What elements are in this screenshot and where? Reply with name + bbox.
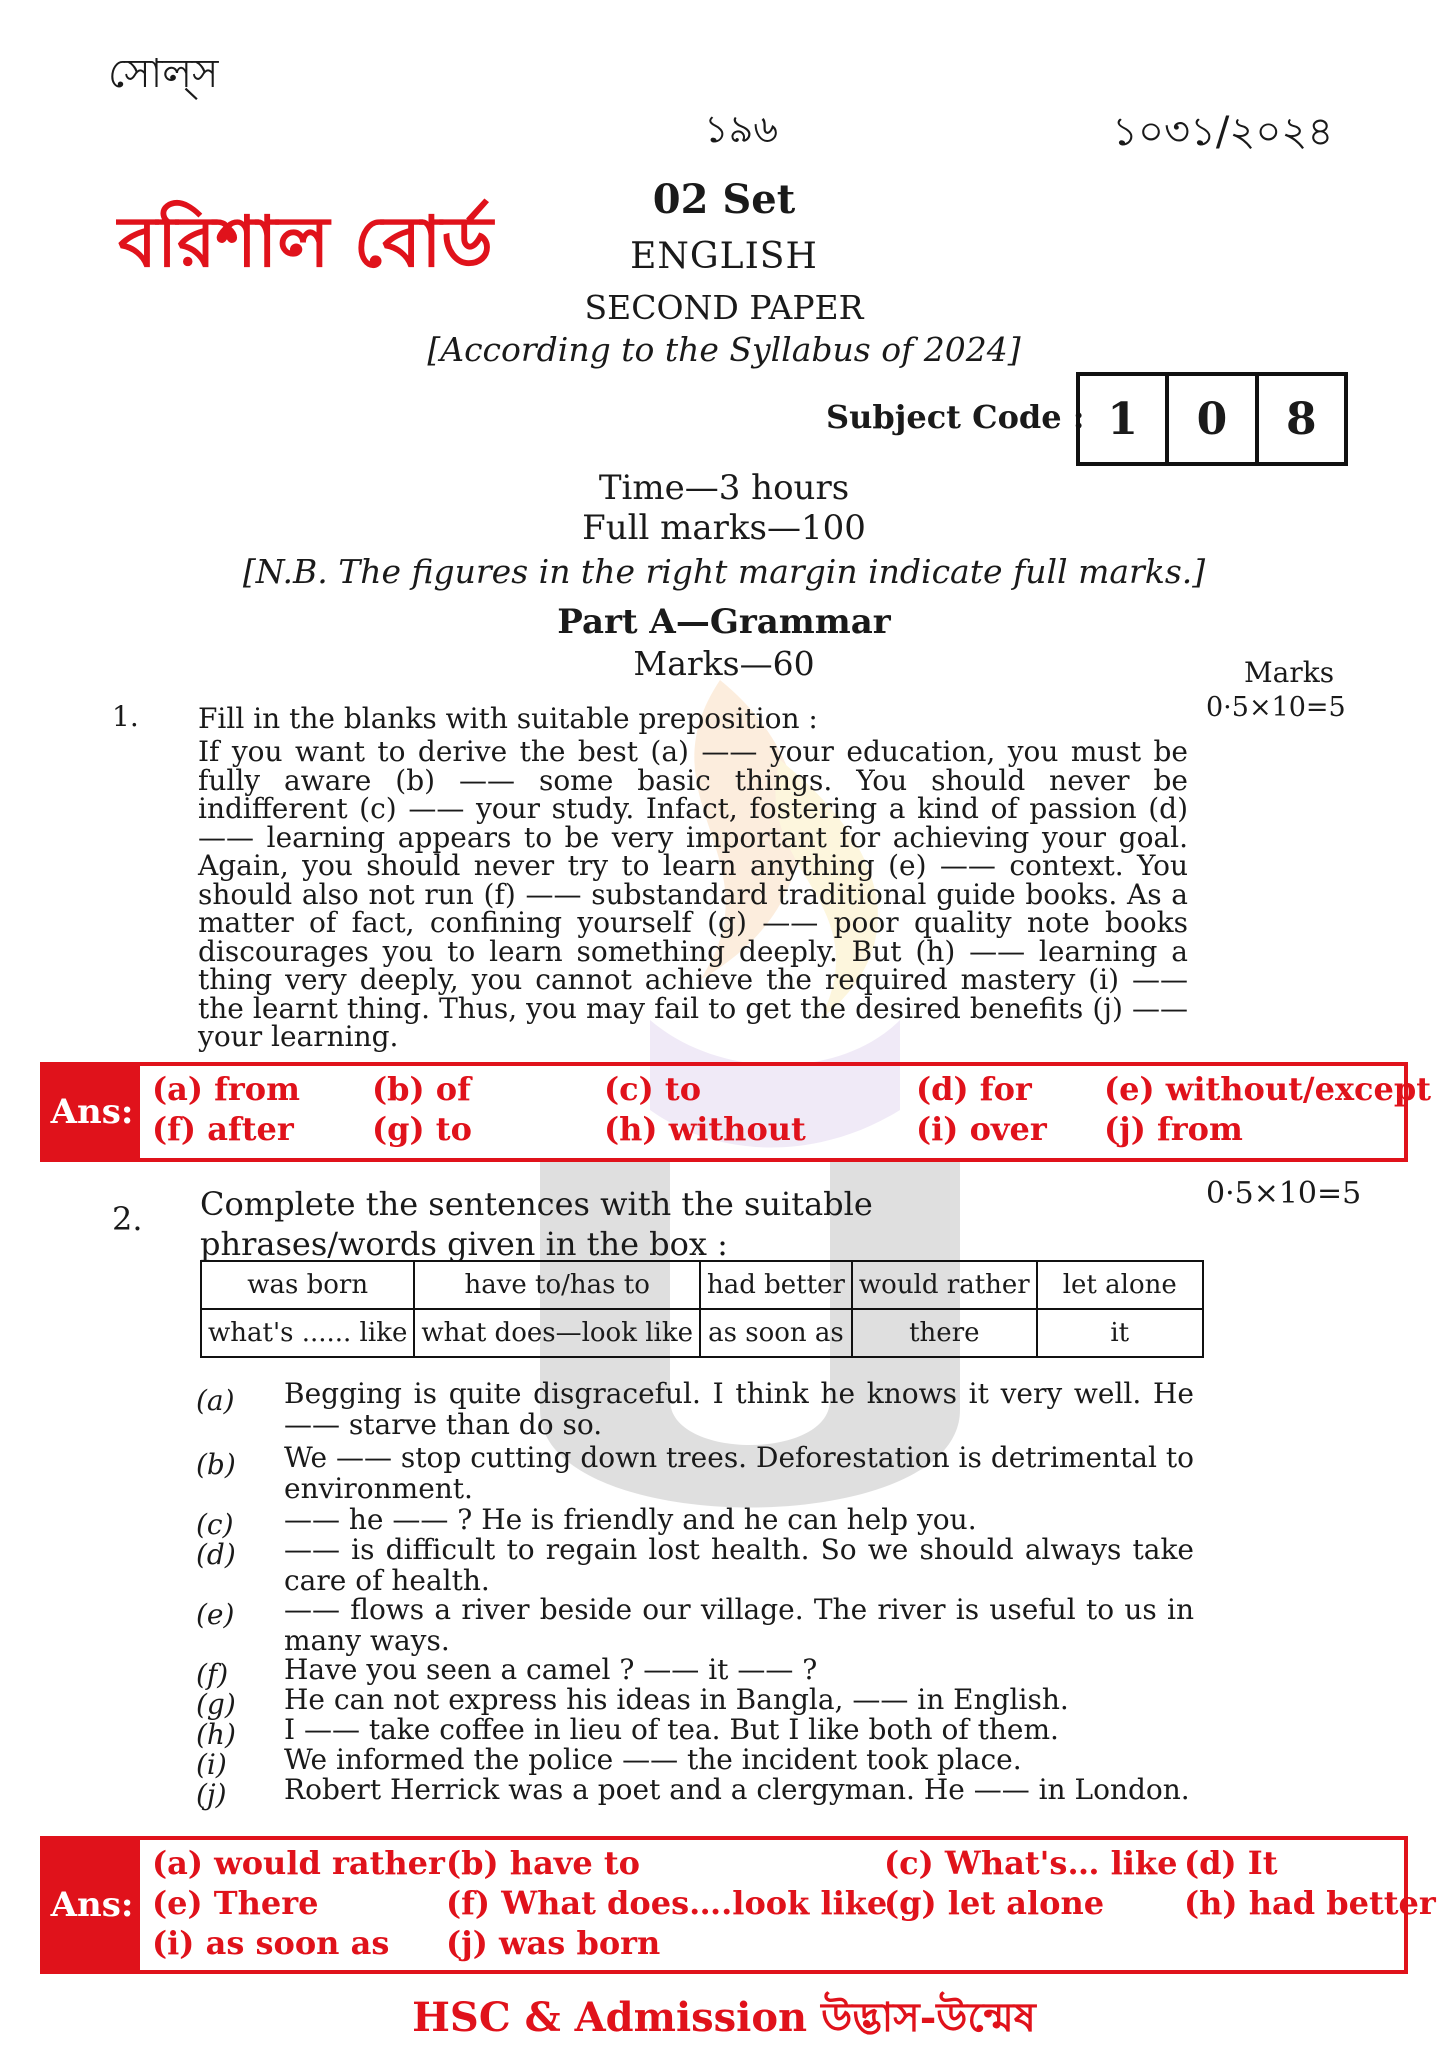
- phrase-cell: have to/has to: [414, 1261, 700, 1309]
- q2-item-text: —— is difficult to regain lost health. So we should always take care of health.: [284, 1533, 1194, 1597]
- paper-title: SECOND PAPER: [584, 288, 864, 327]
- q2-answer-box: [40, 1836, 1436, 1974]
- q1-answer: (f) after: [152, 1110, 294, 1148]
- q2-number: 2.: [112, 1200, 143, 1238]
- q2-answer: (g) let alone: [884, 1884, 1105, 1922]
- solution-label: সোল্‌স: [108, 51, 219, 97]
- marks-note: [N.B. The figures in the right margin indicate full marks.]: [242, 552, 1206, 591]
- q2-marks: 0·5×10=5: [1206, 1176, 1362, 1211]
- footer-brand: HSC & Admission উদ্ভাস-উন্মেষ: [412, 1994, 1036, 2041]
- board-name: বরিশাল বোর্ড: [118, 201, 493, 283]
- q2-item-text: We informed the police —— the incident took place.: [284, 1743, 1022, 1776]
- q1-answer: (h) without: [604, 1110, 806, 1148]
- q2-item-text: Have you seen a camel ? —— it —— ?: [284, 1653, 818, 1686]
- subject-code-label: Subject Code :: [826, 398, 1085, 436]
- q1-answer: (g) to: [372, 1110, 472, 1148]
- q1-answer: (i) over: [916, 1110, 1047, 1148]
- q2-item-label: (b): [196, 1448, 236, 1481]
- q2-item-text: He can not express his ideas in Bangla, —— in English.: [284, 1683, 1069, 1716]
- q2-item-label: (a): [196, 1384, 235, 1417]
- phrase-cell: would rather: [852, 1261, 1037, 1309]
- q2-answer: (d) It: [1184, 1844, 1278, 1882]
- q2-item-label: (g): [196, 1688, 236, 1721]
- q1-answer: (e) without/except: [1104, 1070, 1432, 1108]
- phrase-cell: what's ...... like: [201, 1309, 414, 1357]
- subject-code-digit: 1: [1080, 376, 1169, 462]
- q2-item-label: (e): [196, 1598, 235, 1631]
- syllabus-note: [According to the Syllabus of 2024]: [427, 330, 1021, 369]
- q2-item-label: (j): [196, 1778, 227, 1811]
- q1-title: Fill in the blanks with suitable preposition :: [198, 702, 818, 735]
- phrase-box-row: [201, 1261, 1203, 1309]
- q2-title: Complete the sentences with the suitable phrases/words given in the box :: [200, 1185, 873, 1263]
- answer-label: Ans:: [44, 1840, 140, 1970]
- q1-answer-grid: [140, 1066, 1432, 1158]
- q2-answer: (i) as soon as: [152, 1924, 390, 1962]
- q2-answer: (f) What does….look like: [446, 1884, 888, 1922]
- full-marks: Full marks—100: [582, 508, 866, 548]
- answer-label: Ans:: [44, 1066, 140, 1158]
- q2-item-label: (d): [196, 1538, 236, 1571]
- q2-item-text: Robert Herrick was a poet and a clergyman. He —— in London.: [284, 1773, 1190, 1806]
- q1-answer: (c) to: [604, 1070, 702, 1108]
- q1-answer: (b) of: [372, 1070, 471, 1108]
- q2-answer: (h) had better: [1184, 1884, 1436, 1922]
- q1-answer: (a) from: [152, 1070, 300, 1108]
- q1-answer: (d) for: [916, 1070, 1032, 1108]
- q1-number: 1.: [112, 700, 139, 733]
- phrase-cell: had better: [700, 1261, 852, 1309]
- phrase-cell: there: [852, 1309, 1037, 1357]
- q2-item-text: —— he —— ? He is friendly and he can help you.: [284, 1503, 977, 1536]
- q2-answer: (j) was born: [446, 1924, 661, 1962]
- phrase-cell: was born: [201, 1261, 414, 1309]
- q2-answer: (e) There: [152, 1884, 319, 1922]
- q1-passage: If you want to derive the best (a) —— your education, you must be fully aware (b) —— some basic things. You should never be indifferent (c) —— your study. Infact, fostering a kind of passion (d) —— learning appears to be very important for achieving your goal. Again, you should never try to learn anything (e) —— context. You should also not run (f) —— substandard traditional guide books. As a matter of fact, confining yourself (g) —— poor quality note books discourages you to learn something deeply. But (h) —— learning a thing very deeply, you cannot achieve the required mastery (i) —— the learnt thing. Thus, you may fail to get the desired benefits (j) —— your learning.: [198, 735, 1188, 1053]
- q1-answer-box: [40, 1062, 1432, 1162]
- part-title: Part A—Grammar: [557, 602, 891, 642]
- q2-item-text: —— flows a river beside our village. The river is useful to us in many ways.: [284, 1593, 1194, 1657]
- q2-item-label: (f): [196, 1658, 229, 1691]
- q2-answer: (b) have to: [446, 1844, 641, 1882]
- exam-time: Time—3 hours: [598, 468, 850, 508]
- subject-code-digit: 8: [1286, 393, 1317, 445]
- question-code: ১০৩১/২০২৪: [1112, 109, 1334, 155]
- phrase-cell: it: [1037, 1309, 1203, 1357]
- subject-title: ENGLISH: [630, 236, 818, 277]
- marks-heading: Marks: [1244, 656, 1335, 689]
- q2-item-text: I —— take coffee in lieu of tea. But I like both of them.: [284, 1713, 1059, 1746]
- phrase-cell: let alone: [1037, 1261, 1203, 1309]
- q2-item-label: (h): [196, 1718, 236, 1751]
- q2-item-label: (c): [196, 1508, 234, 1541]
- q2-answer: (a) would rather: [152, 1844, 445, 1882]
- q2-answer: (c) What's… like: [884, 1844, 1178, 1882]
- q1-answer: (j) from: [1104, 1110, 1243, 1148]
- phrase-box: [200, 1260, 1204, 1358]
- set-label: 02 Set: [652, 176, 796, 223]
- question-number: ১৯৬: [704, 107, 779, 151]
- q2-item-label: (i): [196, 1748, 227, 1781]
- q2-item-text: We —— stop cutting down trees. Deforestation is detrimental to environment.: [284, 1441, 1194, 1505]
- phrase-cell: as soon as: [700, 1309, 852, 1357]
- q1-marks: 0·5×10=5: [1206, 692, 1346, 723]
- subject-code-digit: 0: [1169, 376, 1258, 462]
- q2-answer-grid: [140, 1840, 1436, 1970]
- subject-code-box: [1076, 372, 1348, 466]
- phrase-cell: what does—look like: [414, 1309, 700, 1357]
- part-marks: Marks—60: [633, 644, 815, 683]
- phrase-box-row: [201, 1309, 1203, 1357]
- q2-item-text: Begging is quite disgraceful. I think he knows it very well. He —— starve than do so.: [284, 1377, 1194, 1441]
